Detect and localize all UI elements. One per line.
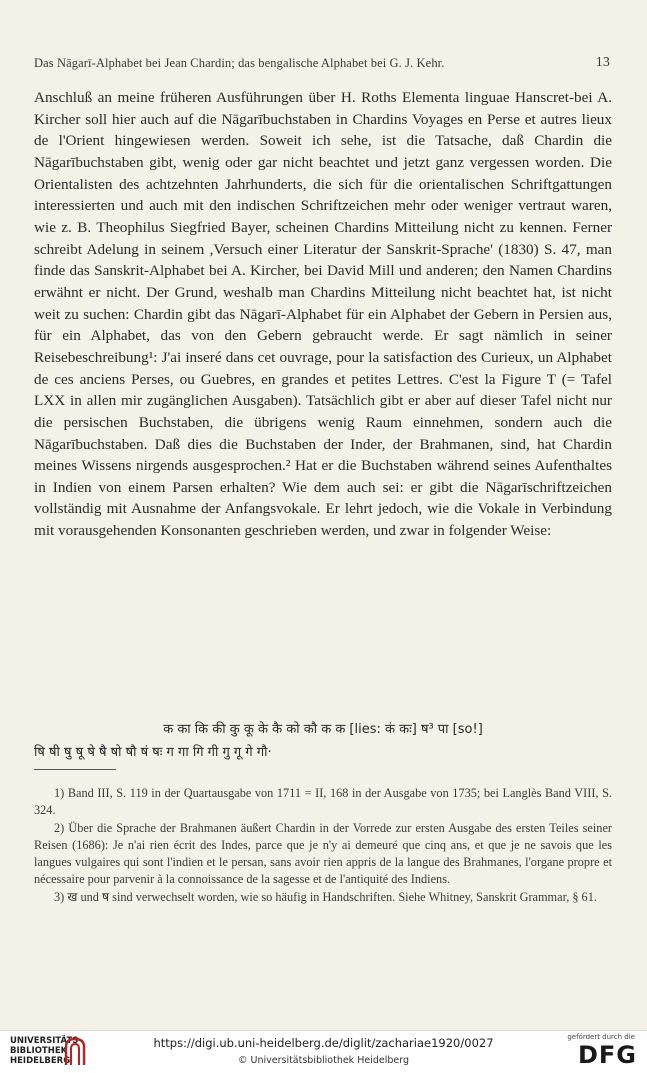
footnote-1: 1) Band III, S. 119 in der Quartausgabe von 1711 = II, 168 in der Ausgabe von 1735; bei Langlès Band VIII, S. 324. [34,786,612,818]
page-number: 13 [595,55,610,70]
permalink-url[interactable]: https://digi.ub.uni-heidelberg.de/diglit/zachariae1920/0027 [153,1036,494,1050]
footnote-divider [34,769,116,770]
viewer-footer [0,1030,647,1073]
nagari-example-line-1: क का कि की कु कू के कै को कौ क क [lies: कं कः] ष³ पा [so!] [163,722,483,737]
footnotes [34,785,612,906]
main-text [34,87,612,542]
funding-note: gefördert durch die [567,1033,635,1041]
footnote-3: 3) ख und ष sind verwechselt worden, wie so häufig in Handschriften. Siehe Whitney, Sanskrit Grammar, § 61. [54,889,597,904]
copyright-notice: © Universitätsbibliothek Heidelberg [237,1055,409,1066]
running-title: Das Nāgarī-Alphabet bei Jean Chardin; das bengalische Alphabet bei G. J. Kehr. [34,56,445,70]
footnote-2: 2) Über die Sprache der Brahmanen äußert Chardin in der Vorrede zur ersten Ausgabe des ersten Teiles seiner Reisen (1686): Je n'ai rien écrit des Indes, parce que je n'y ai demeuré que cinq ans, et que je ne savois que les langues vulgaires qui sont l'indien et le persan, sans avoir rien appris de la langue des Brahmanes, l'organe propre et nécessaire pour parvenir à la connoissance de la sagesse et de l'antiquité des Indiens. [34,820,612,887]
dfg-logo: DFG [577,1041,637,1069]
body-paragraph: Anschluß an meine früheren Ausführungen über H. Roths Elementa linguae Hanscret-bei A. Kircher soll hier auch auf die Nāgarībuchstaben in Chardins Voyages en Perse et autres lieux de l'Orient hingewiesen werden. Soweit ich sehe, ist die Tatsache, daß Chardin die Nāgarībuchstaben gibt, wenig oder gar nicht beachtet und jetzt ganz vergessen worden. Die Orientalisten des achtzehnten Jahrhunderts, die sich für die orientalischen Schriftgattungen interessierten und auch mit den indischen Schriftzeichen mehr oder weniger vertraut waren, wie z. B. Theophilus Siegfried Bayer, scheinen Chardins Mitteilung nicht zu kennen. Ferner schreibt Adelung in seinem ,Versuch einer Literatur der Sanskrit-Sprache' (1830) S. 47, man finde das Sanskrit-Alphabet bei A. Kircher, bei David Mill und anderen; den Namen Chardins erwähnt er nicht. Der Grund, weshalb man Chardins Mitteilung nicht beachtet hat, ist nicht weit zu suchen: Chardin gibt das Nāgarī-Alphabet für ein Alphabet der Gebern in Persien aus, für ein Alphabet, das von den Gebern gebraucht werde. Er sagt nämlich in seiner Reisebeschreibung¹: J'ai inseré dans cet ouvrage, pour la satisfaction des Curieux, un Alphabet de ces anciens Perses, ou Guebres, en grandes et petites Lettres. C'est la Figure T (= Tafel LXX in allen mir zugänglichen Ausgaben). Tatsächlich gibt er aber auf dieser Tafel nicht nur die persischen Buchstaben, die übrigens wenig Raum einnehmen, sondern auch die Nāgarībuchstaben. Daß dies die Buchstaben der Inder, der Brahmanen, sind, hat Chardin meines Wissens nirgends ausgesprochen.² Hat er die Buchstaben während seines Aufenthaltes in Indien von einem Parsen erhalten? Wie dem auch sei: er gibt die Nāgarīschriftzeichen vollständig mit Ausnahme der Anfangsvokale. Er lehrt jedoch, wie die Vokale in Verbindung mit vorausgehenden Konsonanten geschrieben werden, und zwar in folgender Weise: [34,89,612,540]
library-name: UNIVERSITÄTS- BIBLIOTHEK HEIDELBERG [10,1036,82,1066]
running-header [34,56,610,71]
nagari-example-line-2: षि षी षु षू षे षै षो षौ षं षः ग गा गि गी गु गू गे गौ· [34,745,272,760]
